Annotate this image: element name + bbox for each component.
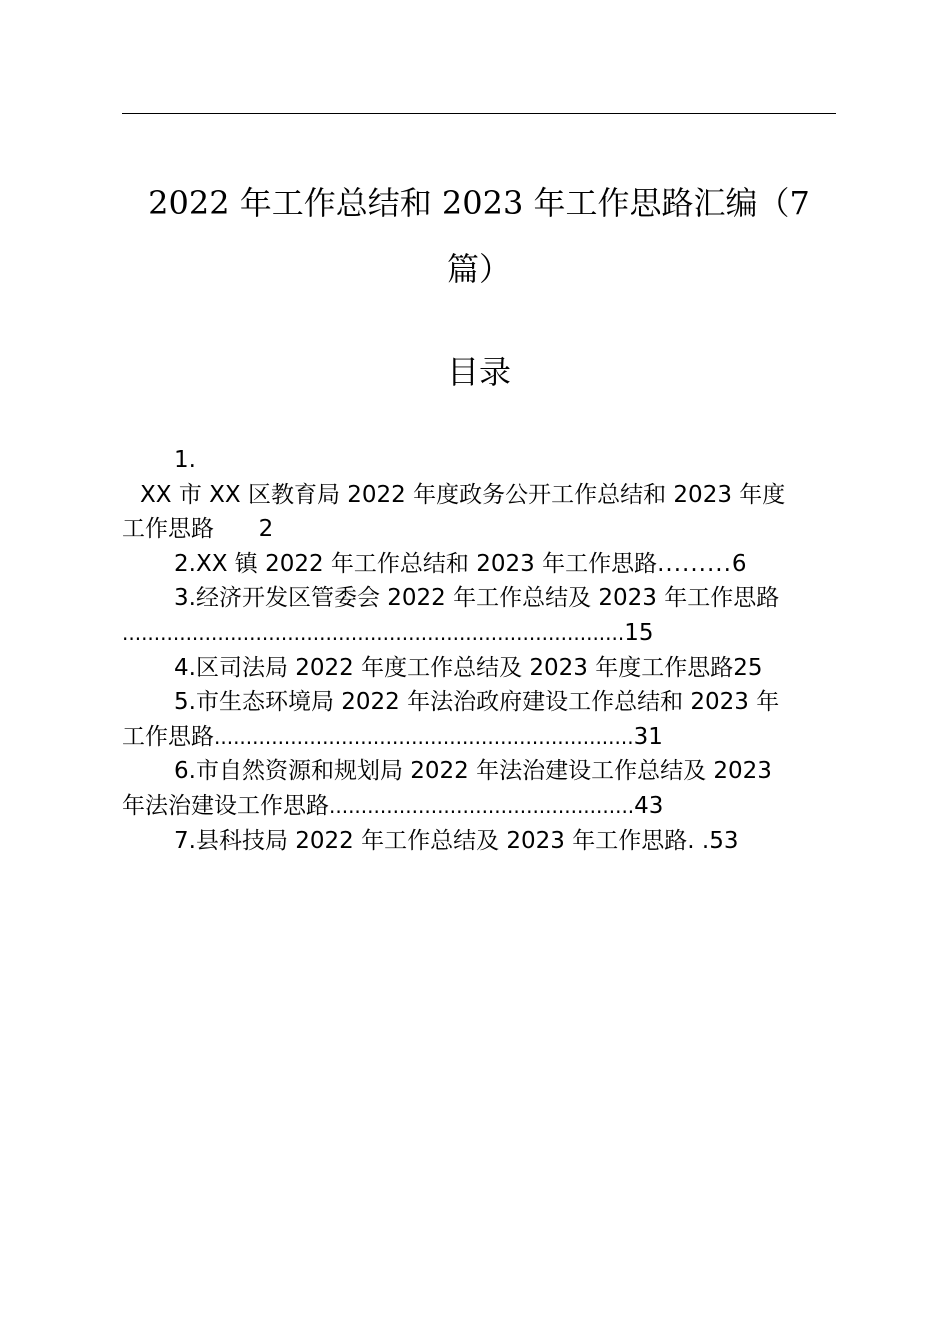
toc-entry-leader: .........	[657, 550, 732, 577]
document-title-line-2: 篇）	[446, 250, 511, 288]
toc-entry-page: 25	[733, 654, 763, 681]
toc-entry-leader: ................................................	[329, 793, 635, 818]
toc-entry-title: 6.市自然资源和规划局 2022 年法治建设工作总结及 2023	[174, 758, 772, 785]
toc-entry-number: 1.	[174, 447, 196, 473]
toc-entry-page: 6	[731, 550, 747, 577]
toc-entry-5-leader-line[interactable]	[122, 720, 836, 755]
toc-entry-title: 5.市生态环境局 2022 年法治政府建设工作总结和 2023 年	[174, 689, 780, 716]
toc-entry-page: 53	[709, 827, 739, 854]
toc-entry-cont	[122, 512, 836, 547]
document-title-line-1: 2022 年工作总结和 2023 年工作思路汇编（7	[148, 184, 810, 222]
toc-entry-leader: ...............................................................................	[122, 620, 625, 645]
toc-entry-title-line-2: 工作思路	[122, 723, 214, 750]
toc-entry-title-line-2: 年法治建设工作思路	[122, 792, 329, 819]
toc-entry-leader: . .	[687, 827, 710, 854]
toc-entry-2[interactable]	[122, 547, 836, 582]
toc-entry-6[interactable]	[122, 754, 836, 789]
toc-entry-page: 2	[258, 516, 274, 543]
toc-entry-title: 3.经济开发区管委会 2022 年工作总结及 2023 年工作思路	[174, 585, 780, 612]
header-rule	[122, 113, 836, 114]
toc-heading: 目录	[446, 353, 511, 391]
toc-entry-7[interactable]	[122, 824, 836, 859]
toc-entry-3[interactable]	[122, 581, 836, 616]
toc-entry-3-leader-line[interactable]	[122, 616, 836, 651]
toc-entry-leader: ..................................................................	[214, 724, 634, 749]
toc-entry-title-line-1: XX 市 XX 区教育局 2022 年度政务公开工作总结和 2023 年度	[140, 481, 786, 508]
toc-entry-4[interactable]	[122, 651, 836, 686]
toc-entry-6-leader-line[interactable]	[122, 789, 836, 824]
table-of-contents	[122, 443, 836, 858]
toc-entry-title: 4.区司法局 2022 年度工作总结及 2023 年度工作思路	[174, 654, 734, 681]
toc-entry-1[interactable]	[122, 443, 836, 547]
toc-entry-title: 7.县科技局 2022 年工作总结及 2023 年工作思路	[174, 827, 688, 854]
toc-entry-title-line-2: 工作思路	[122, 516, 214, 543]
toc-entry-page: 43	[634, 792, 664, 819]
toc-entry-title: 2.XX 镇 2022 年工作总结和 2023 年工作思路	[174, 550, 658, 577]
toc-entry-5[interactable]	[122, 685, 836, 720]
document-title	[122, 170, 836, 302]
toc-entry-page: 31	[633, 723, 663, 750]
toc-entry-page: 15	[624, 619, 654, 646]
